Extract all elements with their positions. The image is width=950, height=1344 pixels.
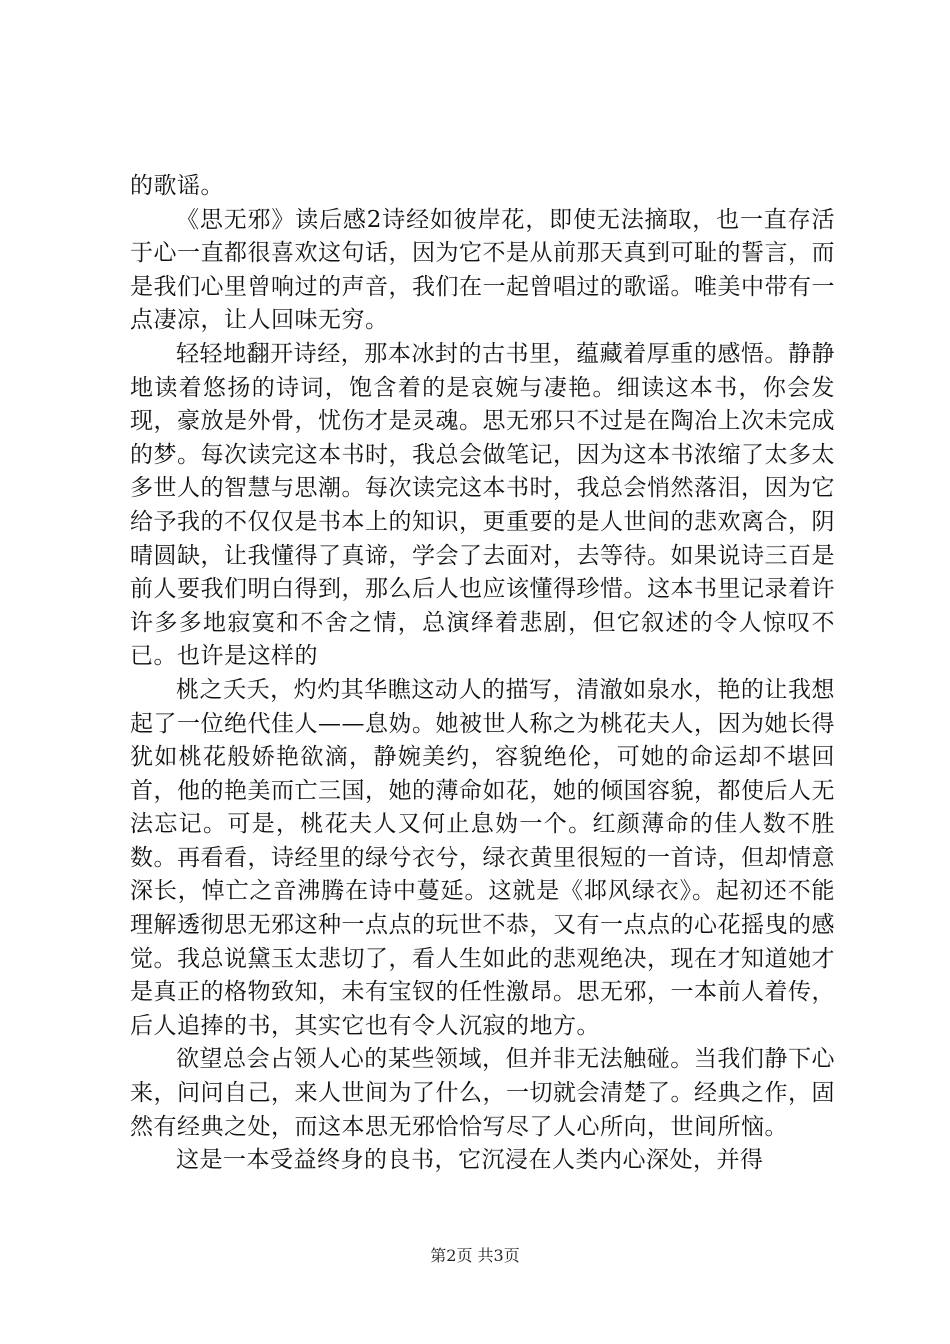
paragraph-continuation: 的歌谣。 <box>130 173 224 199</box>
paragraph: 这是一本受益终身的良书，它沉浸在人类内心深处，并得 <box>176 1147 764 1174</box>
page-number-footer: 第2页 共3页 <box>430 1246 520 1265</box>
paragraph: 轻轻地翻开诗经，那本冰封的古书里，蕴藏着厚重的感悟。静静地读着悠扬的诗词，饱含着的是哀婉与凄艳。细读这本书，你会发现，豪放是外骨，忧伤才是灵魂。思无邪只不过是在陶冶上次未完成的梦。每次读完这本书时，我总会做笔记，因为这本书浓缩了太多太多世人的智慧与思潮。每次读完这本书时，我总会悄然落泪，因为它给予我的不仅仅是书本上的知识，更重要的是人世间的悲欢离合，阴晴圆缺，让我懂得了真谛，学会了去面对，去等待。如果说诗三百是前人要我们明白得到，那么后人也应该懂得珍惜。这本书里记录着许许多多地寂寞和不舍之情，总演绎着悲剧，但它叙述的令人惊叹不已。也许是这样的 <box>130 340 835 670</box>
paragraph: 《思无邪》读后感2诗经如彼岸花，即使无法摘取，也一直存活于心一直都很喜欢这句话，因为它不是从前那天真到可耻的誓言，而是我们心里曾响过的声音，我们在一起曾唱过的歌谣。唯美中带有一点凄凉，让人回味无穷。 <box>130 206 835 334</box>
paragraph: 欲望总会占领人心的某些领域，但并非无法触碰。当我们静下心来，问问自己，来人世间为了什么，一切就会清楚了。经典之作，固然有经典之处，而这本思无邪恰恰写尽了人心所向，世间所恼。 <box>130 1046 835 1140</box>
body-text <box>130 170 835 1178</box>
paragraph: 桃之夭夭，灼灼其华瞧这动人的描写，清澈如泉水，艳的让我想起了一位绝代佳人——息妫。她被世人称之为桃花夫人，因为她长得犹如桃花般娇艳欲滴，静婉美约，容貌绝伦，可她的命运却不堪回首，他的艳美而亡三国，她的薄命如花，她的倾国容貌，都使后人无法忘记。可是，桃花夫人又何止息妫一个。红颜薄命的佳人数不胜数。再看看，诗经里的绿兮衣兮，绿衣黄里很短的一首诗，但却情意深长，悼亡之音沸腾在诗中蔓延。这就是《邶风绿衣》。起初还不能理解透彻思无邪这种一点点的玩世不恭，又有一点点的心花摇曳的感觉。我总说黛玉太悲切了，看人生如此的悲观绝决，现在才知道她才是真正的格物致知，未有宝钗的任性激昂。思无邪，一本前人着传，后人追捧的书，其实它也有令人沉寂的地方。 <box>130 676 835 1039</box>
